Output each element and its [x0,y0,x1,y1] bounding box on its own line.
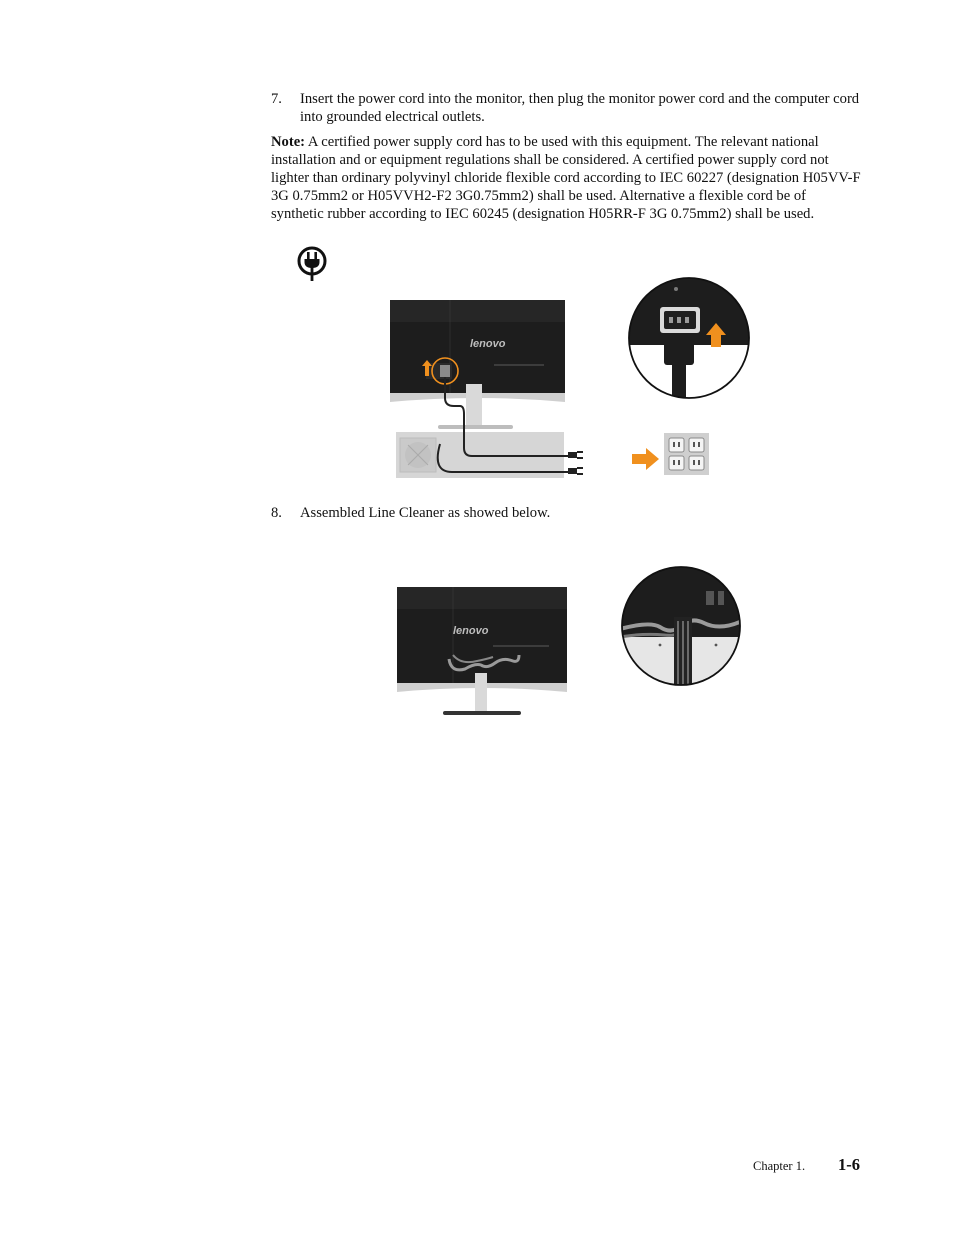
lenovo-logo-2: lenovo [453,625,489,637]
monitor-rear-power-figure [388,298,568,478]
line-cleaner-zoom-figure [620,565,742,687]
footer-chapter-label: Chapter 1. [753,1159,806,1173]
plug-ends [568,446,588,480]
step-8 [271,505,861,525]
lenovo-logo: lenovo [470,338,506,350]
step-8-number: 8. [271,505,282,521]
step-7-number: 7. [271,91,282,107]
electrical-outlets-icon [664,433,709,475]
power-plug-icon [296,246,330,282]
step-7 [271,91,861,131]
monitor-stand-neck-2 [475,673,487,715]
footer-page-number: 1-6 [838,1155,860,1174]
step-7-text: Insert the power cord into the monitor, then plug the monitor power cord and the computer cord into grounded electrical outlets. [300,91,860,125]
monitor-line-cleaner-figure [395,585,569,720]
power-port-zoom-figure [626,277,752,399]
step-8-text: Assembled Line Cleaner as showed below. [300,505,551,521]
note-text: A certified power supply cord has to be used with this equipment. The relevant national installation and or equipment regulations shall be considered. A certified power supply cord not lighter than ordinary polyvinyl chloride flexible cord according to IEC 60227 (designation H05VV-F 3G 0.75mm2 or H05VVH2-F2 3G0.75mm2) shall be used. Alternative a flexible cord be of synthetic rubber according to IEC 60245 (designation H05RR-F 3G 0.75mm2) shall be used. [271,134,861,222]
orange-arrow-right-icon [632,448,660,470]
monitor-stand-neck [466,384,482,426]
note-label: Note: [271,134,306,150]
note-paragraph [271,134,861,224]
